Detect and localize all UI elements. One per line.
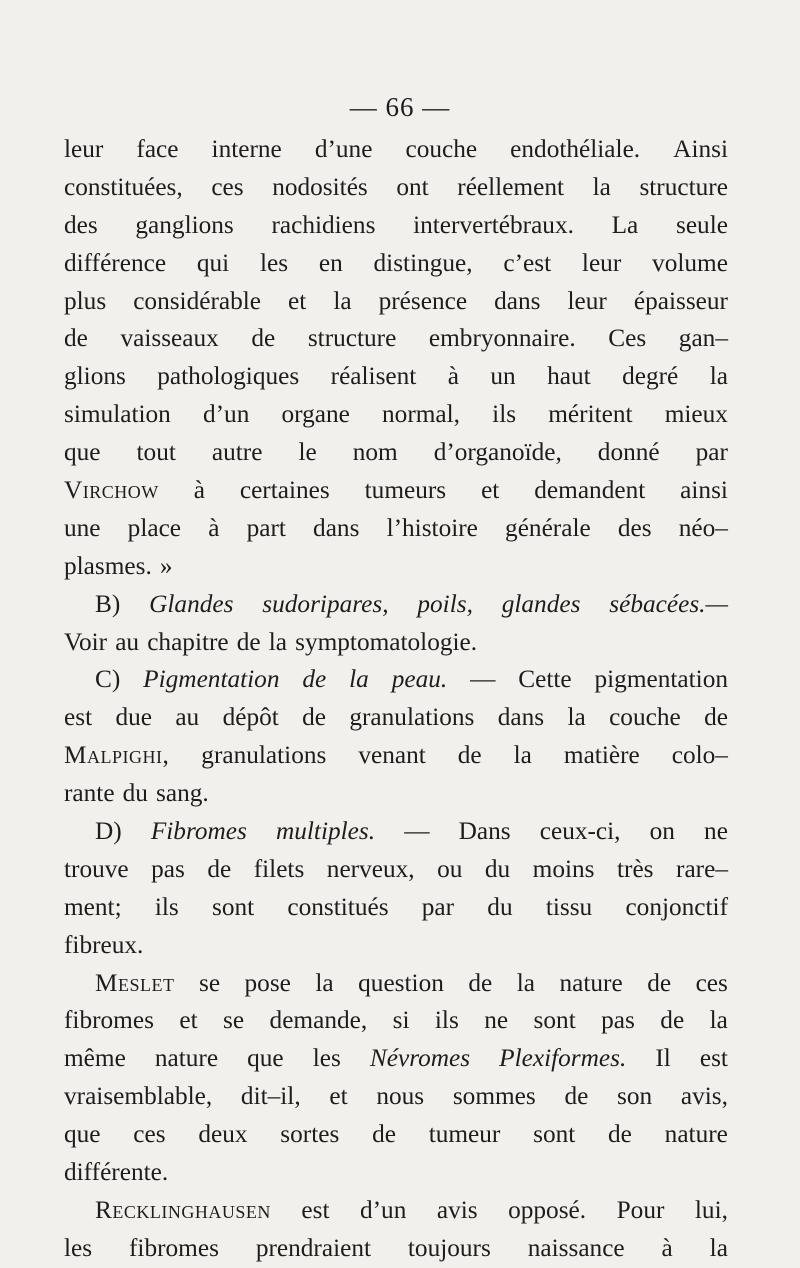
word: deux bbox=[198, 1120, 248, 1149]
word: pose bbox=[244, 968, 291, 997]
word: leur bbox=[567, 286, 607, 315]
word: par bbox=[421, 892, 455, 921]
word: un bbox=[490, 362, 516, 391]
word: conjonctif bbox=[625, 892, 728, 921]
word: chapitre bbox=[147, 627, 229, 656]
word: de bbox=[647, 968, 672, 997]
text-line bbox=[64, 1002, 728, 1040]
word: réellement bbox=[457, 172, 565, 201]
word: ceux-ci, bbox=[539, 817, 621, 846]
word: tout bbox=[136, 438, 176, 467]
text-line bbox=[64, 1154, 728, 1192]
page-number: — 66 — bbox=[349, 92, 451, 122]
word: une bbox=[64, 513, 101, 542]
word: ment; bbox=[64, 892, 122, 921]
word: son bbox=[617, 1082, 653, 1111]
word: de bbox=[302, 665, 327, 694]
word: par bbox=[695, 438, 728, 467]
word: sont bbox=[211, 892, 255, 921]
word: à bbox=[661, 1233, 673, 1262]
word: la bbox=[592, 172, 611, 201]
word: que bbox=[64, 1120, 101, 1149]
word: ils bbox=[154, 892, 179, 921]
word: de bbox=[251, 324, 276, 353]
word: Il bbox=[655, 1044, 671, 1073]
text-line bbox=[64, 472, 728, 510]
word: pigmentation bbox=[594, 665, 728, 694]
word: opposé. bbox=[508, 1195, 587, 1224]
word: seule bbox=[675, 210, 728, 239]
word: l’histoire bbox=[386, 513, 478, 542]
word: toujours bbox=[407, 1233, 491, 1262]
word: naissance bbox=[527, 1233, 625, 1262]
word: est bbox=[301, 1195, 330, 1224]
word: Virchow bbox=[64, 476, 159, 505]
word: la bbox=[709, 1006, 728, 1035]
word: la bbox=[709, 1233, 728, 1262]
word: ainsi bbox=[680, 476, 728, 505]
text-line bbox=[64, 737, 728, 775]
word: — bbox=[470, 665, 496, 694]
word: Recklinghausen bbox=[95, 1195, 271, 1224]
word: place bbox=[127, 513, 182, 542]
word: c’est bbox=[503, 248, 552, 277]
word: face bbox=[136, 135, 179, 163]
word: de bbox=[64, 324, 88, 353]
word: la bbox=[333, 286, 352, 315]
word: donné bbox=[597, 438, 660, 467]
word: à bbox=[208, 513, 220, 542]
word: granulations bbox=[201, 741, 327, 770]
word: ces bbox=[133, 1120, 166, 1149]
word: constitués bbox=[287, 892, 389, 921]
word: La bbox=[611, 210, 639, 239]
word: matière bbox=[563, 741, 640, 770]
word: plasmes. bbox=[64, 551, 152, 580]
word: sont bbox=[533, 1120, 576, 1149]
word: ne bbox=[704, 817, 728, 846]
word: et bbox=[329, 1082, 348, 1111]
text-line bbox=[64, 851, 728, 889]
word: est bbox=[64, 703, 93, 732]
word: la bbox=[349, 665, 369, 694]
word: peau. bbox=[391, 665, 448, 694]
word: vraisemblable, bbox=[64, 1082, 213, 1111]
word: vaisseaux bbox=[120, 324, 219, 353]
word: des bbox=[64, 210, 98, 239]
text-line bbox=[64, 169, 728, 207]
word: de bbox=[660, 1006, 685, 1035]
word: différente. bbox=[64, 1158, 169, 1187]
word: et bbox=[288, 286, 307, 315]
word: volume bbox=[652, 248, 728, 277]
word: tissu bbox=[545, 892, 593, 921]
word: mieux bbox=[664, 400, 728, 429]
text-line bbox=[64, 358, 728, 396]
word: filets bbox=[253, 854, 305, 883]
word: réalisent bbox=[330, 362, 417, 391]
word: d’un bbox=[359, 1195, 407, 1224]
text-line bbox=[64, 775, 728, 813]
word: même bbox=[64, 1044, 126, 1073]
word: embryonnaire. bbox=[428, 324, 576, 353]
word: moins bbox=[532, 854, 595, 883]
word: de bbox=[457, 741, 482, 770]
text-line bbox=[64, 889, 728, 927]
word: les bbox=[64, 1233, 93, 1262]
text-line bbox=[64, 965, 728, 1003]
word: ne bbox=[484, 1006, 509, 1035]
word: poils, bbox=[417, 589, 473, 618]
word: de bbox=[302, 703, 326, 732]
word: très bbox=[617, 854, 654, 883]
word: ils bbox=[434, 1006, 459, 1035]
text-line bbox=[64, 396, 728, 434]
word: avis bbox=[436, 1195, 478, 1224]
word: Ces bbox=[608, 324, 647, 353]
word: à bbox=[193, 476, 205, 505]
word: Cette bbox=[518, 665, 572, 694]
word: sudoripares, bbox=[262, 589, 389, 618]
word: organe bbox=[281, 400, 350, 429]
word: que bbox=[247, 1044, 284, 1073]
word: de bbox=[372, 1120, 396, 1149]
text-line bbox=[64, 661, 728, 699]
text-line bbox=[64, 586, 728, 624]
word: dans bbox=[313, 513, 360, 542]
word: dépôt bbox=[222, 703, 279, 732]
word: la bbox=[567, 703, 586, 732]
text-line bbox=[64, 510, 728, 548]
word: pas bbox=[151, 854, 185, 883]
body-text bbox=[64, 131, 728, 1268]
word: lui, bbox=[694, 1195, 728, 1224]
word: épaisseur bbox=[633, 286, 728, 315]
word: structure bbox=[307, 324, 397, 353]
text-line bbox=[64, 1116, 728, 1154]
word: endothéliale. bbox=[510, 135, 641, 163]
word: demande, bbox=[269, 1006, 368, 1035]
word: structure bbox=[639, 172, 728, 201]
text-line bbox=[64, 434, 728, 472]
word: sortes bbox=[280, 1120, 340, 1149]
word: normal, bbox=[382, 400, 461, 429]
word: de bbox=[564, 1082, 589, 1111]
word: symptomatologie. bbox=[295, 627, 478, 656]
word: au bbox=[175, 703, 200, 732]
word: méritent bbox=[548, 400, 633, 429]
word: de bbox=[608, 1120, 632, 1149]
word: on bbox=[649, 817, 675, 846]
word: » bbox=[159, 551, 173, 580]
word: si bbox=[392, 1006, 410, 1035]
word: D) bbox=[95, 817, 122, 846]
word: est bbox=[699, 1044, 728, 1073]
text-line bbox=[64, 1192, 728, 1230]
word: pas bbox=[601, 1006, 635, 1035]
word: ces bbox=[211, 172, 244, 201]
text-line bbox=[64, 1078, 728, 1116]
word: fibreux. bbox=[64, 930, 144, 959]
word: ganglions bbox=[135, 210, 234, 239]
word: Plexiformes. bbox=[499, 1044, 627, 1073]
word: part bbox=[246, 513, 286, 542]
word: nature bbox=[664, 1120, 728, 1149]
text-line bbox=[64, 927, 728, 965]
word: ils bbox=[492, 400, 517, 429]
word: présence bbox=[378, 286, 468, 315]
word: constituées, bbox=[64, 172, 183, 201]
word: ont bbox=[396, 172, 429, 201]
word: Pour bbox=[616, 1195, 665, 1224]
word: autre bbox=[211, 438, 263, 467]
word: se bbox=[198, 968, 221, 997]
word: que bbox=[64, 438, 101, 467]
word: couche bbox=[609, 703, 681, 732]
word: nous bbox=[376, 1082, 425, 1111]
word: et bbox=[179, 1006, 198, 1035]
word: nodosités bbox=[272, 172, 368, 201]
word: la bbox=[315, 968, 334, 997]
word: leur bbox=[64, 135, 104, 163]
word: Voir bbox=[64, 627, 108, 656]
word: due bbox=[115, 703, 152, 732]
word: dit–il, bbox=[240, 1082, 301, 1111]
word: et bbox=[481, 476, 500, 505]
word: la bbox=[268, 627, 287, 656]
word: Malpighi, bbox=[64, 741, 170, 770]
word: demandent bbox=[534, 476, 646, 505]
word: du bbox=[484, 854, 511, 883]
word: Pigmentation bbox=[143, 665, 280, 694]
word: considérable bbox=[133, 286, 262, 315]
word: nature bbox=[559, 968, 623, 997]
text-line bbox=[64, 283, 728, 321]
word: fibromes bbox=[64, 1006, 154, 1035]
word: rachidiens bbox=[271, 210, 376, 239]
word: la bbox=[709, 362, 728, 391]
word: la bbox=[513, 741, 532, 770]
word: de bbox=[236, 627, 261, 656]
word: d’un bbox=[202, 400, 250, 429]
text-line bbox=[64, 548, 728, 586]
word: prendraient bbox=[255, 1233, 372, 1262]
word: sont bbox=[533, 1006, 576, 1035]
word: ou bbox=[437, 854, 463, 883]
word: haut bbox=[547, 362, 591, 391]
text-line bbox=[64, 624, 728, 662]
word: tumeurs bbox=[364, 476, 447, 505]
word: Glandes bbox=[149, 589, 234, 618]
word: — bbox=[404, 817, 430, 846]
word: les bbox=[259, 248, 289, 277]
word: en bbox=[318, 248, 343, 277]
word: simulation bbox=[64, 400, 171, 429]
word: tumeur bbox=[428, 1120, 501, 1149]
text-line bbox=[64, 245, 728, 283]
word: trouve bbox=[64, 854, 129, 883]
word: de bbox=[468, 968, 493, 997]
word: distingue, bbox=[373, 248, 473, 277]
word: néo– bbox=[678, 513, 728, 542]
word: question bbox=[358, 968, 444, 997]
word: certaines bbox=[239, 476, 330, 505]
word: nerveux, bbox=[326, 854, 415, 883]
word: multiples. bbox=[275, 817, 376, 846]
text-line bbox=[64, 699, 728, 737]
word: dans bbox=[494, 286, 541, 315]
word: avis, bbox=[680, 1082, 728, 1111]
word: Fibromes bbox=[150, 817, 247, 846]
word: pathologiques bbox=[157, 362, 300, 391]
word: des bbox=[617, 513, 652, 542]
text-line bbox=[64, 1040, 728, 1078]
word: nature bbox=[154, 1044, 219, 1073]
word: de bbox=[207, 854, 232, 883]
word: Névromes bbox=[369, 1044, 471, 1073]
word: Ainsi bbox=[673, 135, 728, 163]
word: degré bbox=[622, 362, 679, 391]
text-line bbox=[64, 131, 728, 169]
word: sébacées.— bbox=[609, 589, 728, 618]
word: fibromes bbox=[129, 1233, 219, 1262]
word: Meslet bbox=[95, 968, 175, 997]
word: sommes bbox=[452, 1082, 536, 1111]
word: colo– bbox=[671, 741, 728, 770]
word: glions bbox=[64, 362, 126, 391]
word: différence bbox=[64, 248, 167, 277]
word: plus bbox=[64, 286, 107, 315]
word: d’une bbox=[314, 135, 373, 163]
word: glandes bbox=[501, 589, 581, 618]
word: venant bbox=[358, 741, 426, 770]
word: sang. bbox=[156, 779, 209, 808]
word: qui bbox=[196, 248, 230, 277]
word: se bbox=[223, 1006, 245, 1035]
word: les bbox=[312, 1044, 341, 1073]
text-line bbox=[64, 207, 728, 245]
word: interne bbox=[211, 135, 282, 163]
text-line bbox=[64, 813, 728, 851]
word: leur bbox=[581, 248, 622, 277]
word: d’organoïde, bbox=[433, 438, 562, 467]
word: C) bbox=[95, 665, 121, 694]
word: gan– bbox=[678, 324, 728, 353]
word: nom bbox=[352, 438, 398, 467]
word: le bbox=[298, 438, 317, 467]
word: à bbox=[447, 362, 459, 391]
word: dans bbox=[497, 703, 545, 732]
word: ces bbox=[695, 968, 728, 997]
word: Dans bbox=[458, 817, 511, 846]
word: du bbox=[487, 892, 513, 921]
text-line bbox=[64, 1230, 728, 1268]
word: intervertébraux. bbox=[413, 210, 574, 239]
word: au bbox=[115, 627, 140, 656]
word: rante bbox=[64, 779, 115, 808]
word: la bbox=[516, 968, 535, 997]
word: granulations bbox=[349, 703, 475, 732]
word: de bbox=[704, 703, 728, 732]
text-line bbox=[64, 320, 728, 358]
word: générale bbox=[505, 513, 591, 542]
word: du bbox=[122, 779, 148, 808]
word: B) bbox=[95, 589, 121, 618]
word: couche bbox=[405, 135, 478, 163]
word: rare– bbox=[676, 854, 728, 883]
